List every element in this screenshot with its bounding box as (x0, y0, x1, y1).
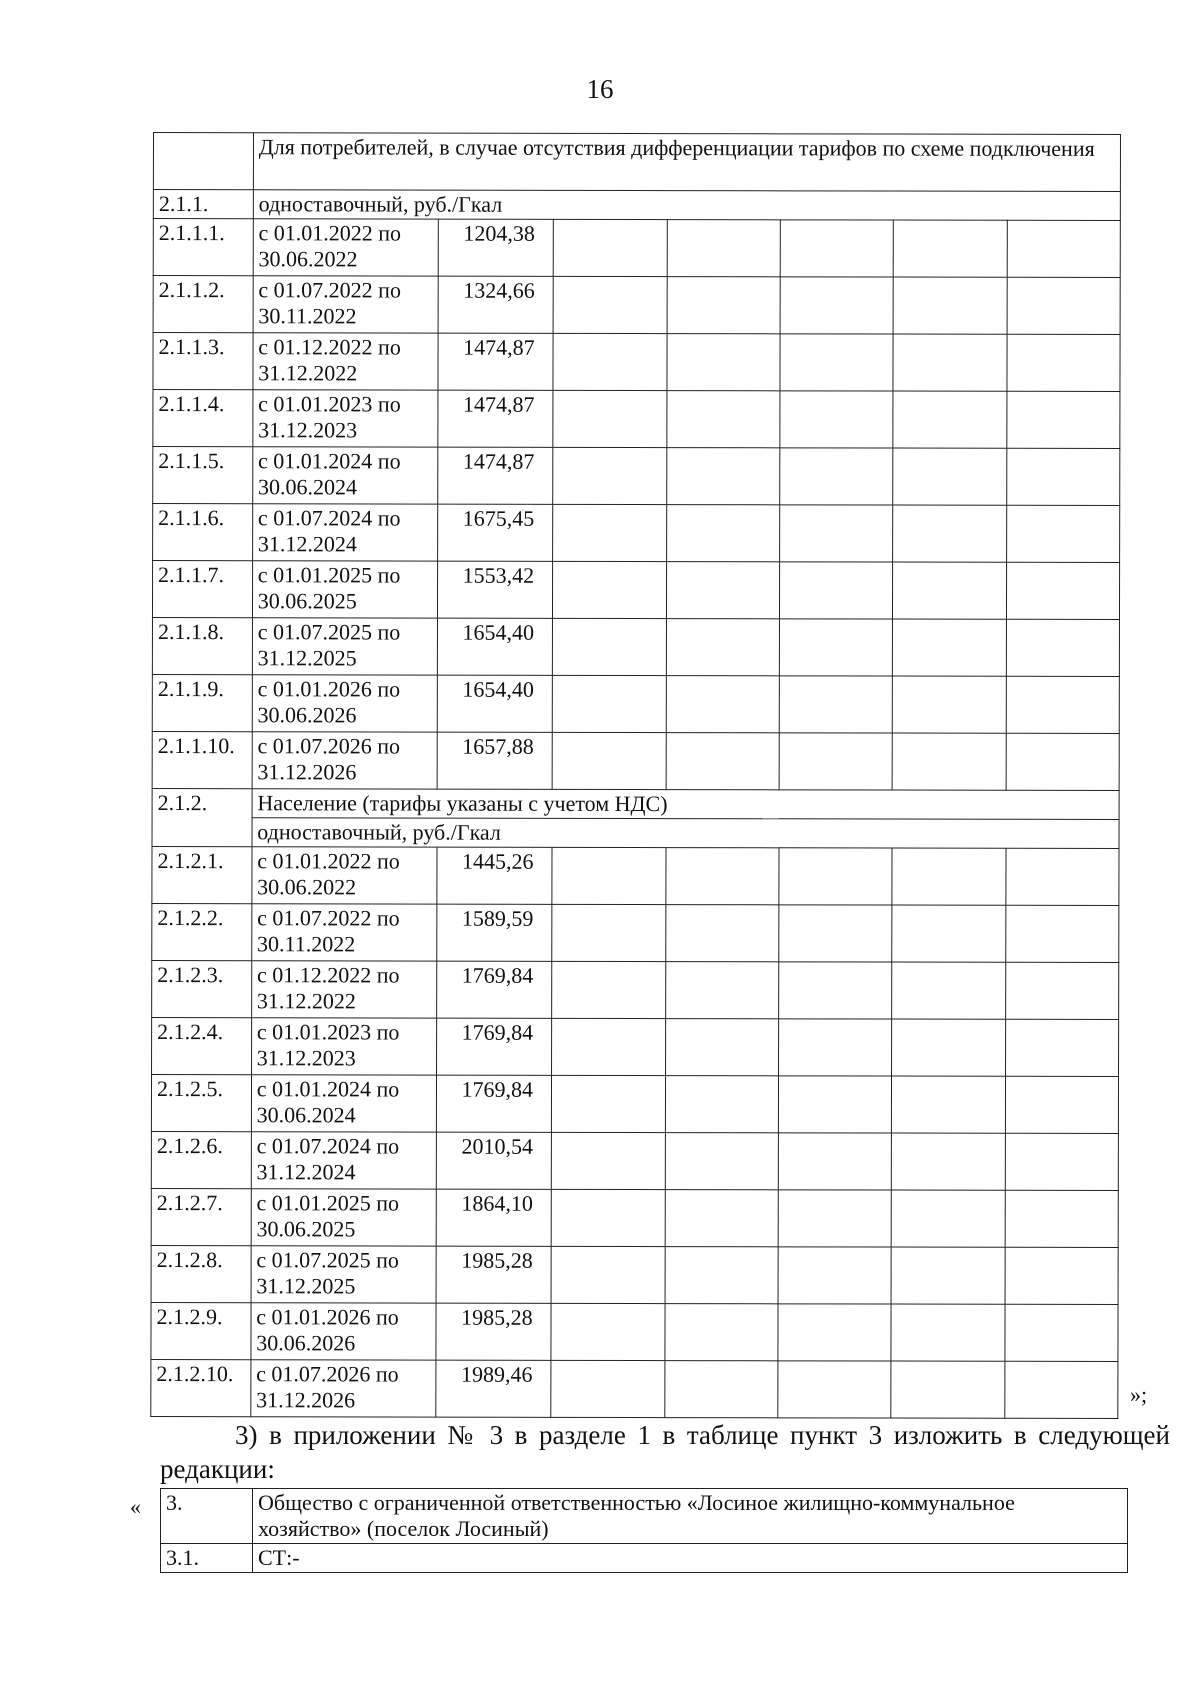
rows-2-1-1 (152, 219, 1120, 791)
row-value: 1864,10 (436, 1189, 552, 1246)
row-value: 1985,28 (435, 1303, 551, 1360)
table-row (152, 674, 1119, 733)
empty-cell (779, 562, 892, 619)
row-number: 2.1.2.8. (151, 1245, 251, 1302)
empty-cell (779, 905, 892, 962)
closing-mark: »; (1130, 1382, 1148, 1407)
table-row (151, 1074, 1118, 1133)
table-row (152, 1017, 1119, 1076)
row-number: 2.1.1.4. (153, 390, 253, 447)
row-number: 2.1.2.2. (152, 903, 252, 960)
empty-cell (779, 848, 892, 905)
empty-cell (552, 1075, 665, 1132)
section-label: одноставочный, руб./Гкал (253, 190, 1120, 221)
empty-cell (1005, 1190, 1119, 1247)
empty-cell (893, 391, 1006, 448)
row-period: с 01.01.2022 по 30.06.2022 (252, 847, 437, 904)
section-label: Население (тарифы указаны с учетом НДС) (252, 789, 1119, 820)
row-number: 2.1.1.8. (152, 618, 252, 675)
empty-cell (1006, 676, 1120, 733)
row-value: 1657,88 (437, 732, 553, 789)
section-row-2-1-2 (152, 788, 1119, 819)
empty-cell (553, 561, 666, 618)
empty-cell (778, 1361, 891, 1418)
row-value: 1769,84 (436, 1018, 552, 1075)
empty-cell (1005, 848, 1119, 905)
row-value: 1553,42 (437, 561, 553, 618)
empty-cell (551, 1189, 664, 1246)
section-number: 2.1.2. (152, 788, 252, 846)
empty-cell (779, 619, 892, 676)
table-row (151, 1302, 1118, 1361)
row-number: 2.1.1.5. (153, 447, 253, 504)
empty-cell (551, 1303, 664, 1360)
empty-cell (779, 676, 892, 733)
empty-cell (892, 905, 1005, 962)
empty-cell (893, 619, 1006, 676)
row-value: 1769,84 (436, 1075, 552, 1132)
table-row (153, 504, 1120, 563)
row-value: 1989,46 (435, 1360, 551, 1417)
row-value: 1324,66 (438, 276, 554, 333)
paragraph-line-2: редакции: (160, 1454, 275, 1484)
table-row (152, 903, 1119, 962)
table-row (151, 1359, 1118, 1418)
row-value: 1474,87 (437, 333, 553, 390)
row-number: 2.1.1.9. (152, 674, 252, 731)
table-row (161, 1544, 1128, 1573)
organization-table (160, 1488, 1128, 1573)
row-period: с 01.01.2023 по 31.12.2023 (251, 1018, 436, 1075)
row-value: 1445,26 (436, 847, 552, 904)
row-period: с 01.12.2022 по 31.12.2022 (253, 333, 438, 390)
empty-cell (1005, 1247, 1119, 1304)
row-number: 2.1.2.10. (151, 1359, 251, 1416)
empty-cell (891, 1247, 1004, 1304)
row-period: с 01.01.2024 по 30.06.2024 (251, 1075, 436, 1132)
empty-cell (893, 334, 1006, 391)
empty-cell (553, 618, 666, 675)
table-row (151, 1188, 1118, 1247)
empty-cell (893, 448, 1006, 505)
empty-cell (552, 1018, 665, 1075)
empty-cell (552, 904, 665, 961)
row-number: 2.1.1.6. (153, 504, 253, 561)
empty-cell (892, 962, 1005, 1019)
empty-cell (780, 391, 893, 448)
table-header-row (153, 133, 1120, 192)
empty-cell (892, 676, 1005, 733)
table-row (152, 618, 1119, 677)
empty-cell (892, 848, 1005, 905)
header-empty-cell (153, 133, 253, 190)
row-number: 2.1.1.7. (152, 561, 252, 618)
empty-cell (553, 276, 666, 333)
empty-cell (666, 562, 779, 619)
row-text: СТ:- (253, 1544, 1128, 1573)
paragraph-line-1: 3) в приложении № 3 в разделе 1 в таблице пункт 3 изложить в следующей (235, 1420, 1170, 1450)
row-value: 1654,40 (437, 675, 553, 732)
empty-cell (553, 504, 666, 561)
empty-cell (666, 733, 779, 790)
empty-cell (891, 1361, 1004, 1418)
row-period: с 01.01.2024 по 30.06.2024 (252, 447, 437, 504)
empty-cell (779, 505, 892, 562)
row-period: с 01.01.2025 по 30.06.2025 (251, 1189, 436, 1246)
empty-cell (780, 220, 893, 277)
empty-cell (665, 1019, 778, 1076)
table-row (151, 1131, 1118, 1190)
row-number: 2.1.1.1. (153, 219, 253, 276)
empty-cell (552, 847, 665, 904)
empty-cell (551, 1246, 664, 1303)
empty-cell (1006, 619, 1120, 676)
row-value: 1654,40 (437, 618, 553, 675)
empty-cell (1007, 220, 1121, 277)
empty-cell (1007, 334, 1121, 391)
row-number: 2.1.2.4. (152, 1017, 252, 1074)
table-row (153, 447, 1120, 506)
empty-cell (893, 505, 1006, 562)
empty-cell (778, 1019, 891, 1076)
open-quote: « (130, 1494, 141, 1519)
table-row (152, 561, 1119, 620)
row-period: с 01.07.2025 по 31.12.2025 (251, 1246, 436, 1303)
empty-cell (778, 1190, 891, 1247)
table-row (152, 960, 1119, 1019)
empty-cell (778, 1133, 891, 1190)
empty-cell (1006, 562, 1120, 619)
empty-cell (780, 448, 893, 505)
empty-cell (665, 905, 778, 962)
empty-cell (1006, 733, 1120, 790)
row-value: 2010,54 (436, 1132, 552, 1189)
amendment-paragraph (160, 1418, 1170, 1486)
row-number: 2.1.1.3. (153, 333, 253, 390)
empty-cell (778, 1247, 891, 1304)
row-period: с 01.01.2023 по 31.12.2023 (253, 390, 438, 447)
row-number: 2.1.2.3. (152, 960, 252, 1017)
empty-cell (666, 334, 779, 391)
row-value: 1675,45 (437, 504, 553, 561)
section-row-2-1-1 (153, 190, 1120, 221)
empty-cell (665, 848, 778, 905)
empty-cell (1005, 1133, 1119, 1190)
empty-cell (551, 1132, 664, 1189)
empty-cell (780, 277, 893, 334)
empty-cell (1005, 962, 1119, 1019)
row-number: 2.1.2.7. (151, 1188, 251, 1245)
empty-cell (665, 1190, 778, 1247)
empty-cell (553, 447, 666, 504)
empty-cell (891, 1304, 1004, 1361)
table-row (152, 731, 1119, 790)
empty-cell (1007, 277, 1121, 334)
row-number: 2.1.1.2. (153, 276, 253, 333)
row-number: 2.1.2.5. (151, 1074, 251, 1131)
row-period: с 01.01.2026 по 30.06.2026 (251, 1303, 436, 1360)
section-number: 2.1.1. (153, 190, 253, 219)
empty-cell (892, 1019, 1005, 1076)
empty-cell (552, 675, 665, 732)
row-period: с 01.01.2022 по 30.06.2022 (253, 219, 438, 276)
row-value: 1474,87 (437, 447, 553, 504)
table-row (152, 846, 1119, 905)
row-period: с 01.12.2022 по 31.12.2022 (251, 961, 436, 1018)
table-row (153, 276, 1120, 335)
row-period: с 01.07.2022 по 30.11.2022 (253, 276, 438, 333)
empty-cell (666, 448, 779, 505)
empty-cell (892, 1076, 1005, 1133)
row-number: 3.1. (161, 1544, 253, 1573)
row-value: 1769,84 (436, 961, 552, 1018)
empty-cell (1004, 1361, 1118, 1418)
empty-cell (551, 1360, 664, 1417)
empty-cell (1005, 1304, 1119, 1361)
empty-cell (1005, 1076, 1119, 1133)
row-period: с 01.07.2022 по 30.11.2022 (252, 904, 437, 961)
row-period: с 01.07.2026 по 31.12.2026 (251, 1360, 436, 1417)
page-number: 16 (586, 74, 614, 104)
empty-cell (1006, 391, 1120, 448)
empty-cell (665, 1076, 778, 1133)
row-value: 1985,28 (436, 1246, 552, 1303)
row-period: с 01.07.2024 по 31.12.2024 (251, 1132, 436, 1189)
row-value: 1589,59 (436, 904, 552, 961)
row-period: с 01.07.2024 по 31.12.2024 (252, 504, 437, 561)
row-period: с 01.07.2025 по 31.12.2025 (252, 618, 437, 675)
row-period: с 01.01.2025 по 30.06.2025 (252, 561, 437, 618)
empty-cell (667, 220, 780, 277)
row-period: с 01.01.2026 по 30.06.2026 (252, 675, 437, 732)
table-row (161, 1489, 1128, 1544)
section-subrow-2-1-2 (152, 817, 1119, 848)
empty-cell (667, 277, 780, 334)
empty-cell (892, 733, 1005, 790)
empty-cell (893, 220, 1006, 277)
header-text: Для потребителей, в случае отсутствия дифференциации тарифов по схеме подключения (253, 133, 1120, 192)
empty-cell (664, 1304, 777, 1361)
empty-cell (664, 1361, 777, 1418)
empty-cell (552, 732, 665, 789)
section-sub-label: одноставочный, руб./Гкал (252, 818, 1119, 849)
row-text: Общество с ограниченной ответственностью «Лосиное жилищно-коммунальное хозяйство» (поселок Лосиный) (253, 1489, 1128, 1544)
empty-cell (665, 1247, 778, 1304)
empty-cell (1006, 505, 1120, 562)
table-row (153, 333, 1120, 392)
row-number: 2.1.2.1. (152, 846, 252, 903)
tariff-table (150, 132, 1121, 1419)
empty-cell (666, 391, 779, 448)
row-number: 3. (161, 1489, 253, 1544)
empty-cell (666, 676, 779, 733)
row-value: 1204,38 (438, 219, 554, 276)
empty-cell (778, 1076, 891, 1133)
row-period: с 01.07.2026 по 31.12.2026 (252, 732, 437, 789)
empty-cell (552, 961, 665, 1018)
table-row (153, 219, 1120, 278)
empty-cell (780, 334, 893, 391)
empty-cell (1005, 905, 1119, 962)
table-row (153, 390, 1120, 449)
row-number: 2.1.2.9. (151, 1302, 251, 1359)
row-number: 2.1.2.6. (151, 1131, 251, 1188)
row-value: 1474,87 (437, 390, 553, 447)
empty-cell (892, 1133, 1005, 1190)
empty-cell (553, 333, 666, 390)
table-row (151, 1245, 1118, 1304)
rows-2-1-2 (151, 846, 1119, 1418)
empty-cell (779, 962, 892, 1019)
empty-cell (893, 562, 1006, 619)
empty-cell (665, 1133, 778, 1190)
empty-cell (779, 733, 892, 790)
empty-cell (778, 1304, 891, 1361)
empty-cell (1006, 448, 1120, 505)
empty-cell (553, 219, 666, 276)
empty-cell (665, 962, 778, 1019)
empty-cell (891, 1190, 1004, 1247)
empty-cell (1005, 1019, 1119, 1076)
empty-cell (553, 390, 666, 447)
empty-cell (666, 505, 779, 562)
empty-cell (893, 277, 1006, 334)
empty-cell (666, 619, 779, 676)
row-number: 2.1.1.10. (152, 731, 252, 788)
